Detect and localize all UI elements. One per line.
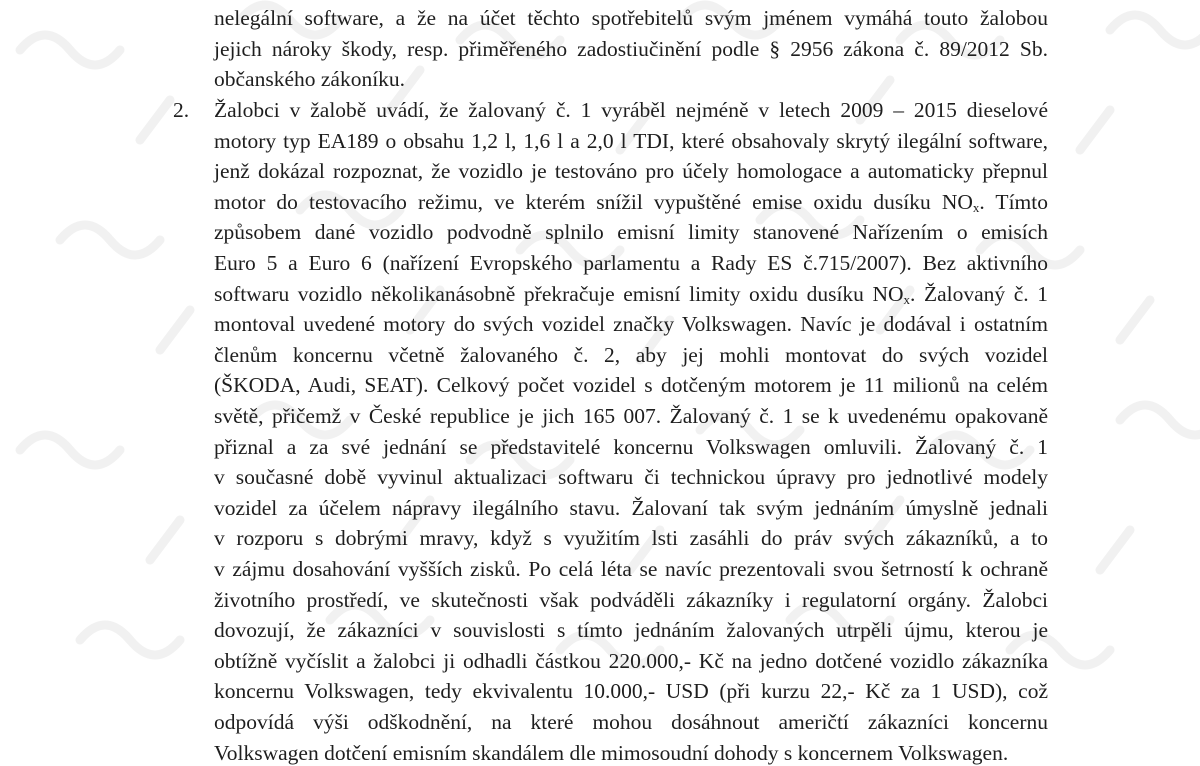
text-line: Volkswagen dotčení emisním skandálem dle mimosoudní dohody s koncernem Volkswagen. <box>214 741 1009 765</box>
text-line: odpovídá výši odškodnění, na které mohou dosáhnout američtí zákazníci koncernu <box>214 710 1048 734</box>
text-line: životního prostředí, ve skutečnosti však podváděli zákazníky i regulatorní orgány. Žalobci <box>214 588 1048 612</box>
text-line: motor do testovacího režimu, ve kterém snížil vypuštěné emise oxidu dusíku $NO_x$. Tímto <box>214 190 1048 215</box>
item-number: 2. <box>173 98 190 122</box>
text-line: softwaru vozidlo několikanásobně překračuje emisní limity oxidu dusíku $NO_x$. Žalovaný č. 1 <box>214 282 1048 307</box>
text-line: v současné době vyvinul aktualizaci softwaru či technickou úpravy pro jednotlivé modely <box>214 465 1048 489</box>
text-line: v rozporu s dobrými mravy, když s využitím lsti zasáhli do práv svých zákazníků, a to <box>214 526 1048 550</box>
text-line: Žalobci v žalobě uvádí, že žalovaný č. 1 vyráběl nejméně v letech 2009 – 2015 dieselové <box>214 98 1048 122</box>
text-line: jejich nároky škody, resp. přiměřeného zadostiučinění podle § 2956 zákona č. 89/2012 Sb. <box>214 37 1048 61</box>
text-line: světě, přičemž v České republice je jich 165 007. Žalovaný č. 1 se k uvedenému opakovaně <box>214 404 1048 428</box>
text-line: způsobem dané vozidlo podvodně splnilo emisní limity stanovené Nařízením o emisích <box>214 220 1048 244</box>
text-line: vozidel za účelem nápravy ilegálního stavu. Žalovaní tak svým jednáním úmyslně jednali <box>214 496 1048 520</box>
text-line: koncernu Volkswagen, tedy ekvivalentu 10.000,- USD (při kurzu 22,- Kč za 1 USD), což <box>214 679 1048 703</box>
text-line: dovozují, že zákazníci v souvislosti s tímto jednáním žalovaných utrpěli újmu, kterou je <box>214 618 1048 642</box>
text-line: obtížně vyčíslit a žalobci ji odhadli částkou 220.000,- Kč na jedno dotčené vozidlo zákazníka <box>214 649 1048 673</box>
text-line: (ŠKODA, Audi, SEAT). Celkový počet vozidel s dotčeným motorem je 11 milionů na celém <box>214 373 1048 397</box>
text-line: nelegální software, a že na účet těchto spotřebitelů svým jménem vymáhá touto žalobou <box>214 6 1048 30</box>
text-line: v zájmu dosahování vyšších zisků. Po celá léta se navíc prezentovali svou šetrností k ochraně <box>214 557 1048 581</box>
text-line: Euro 5 a Euro 6 (nařízení Evropského parlamentu a Rady ES č.715/2007). Bez aktivního <box>214 251 1048 275</box>
text-line: motory typ EA189 o obsahu 1,2 l, 1,6 l a 2,0 l TDI, které obsahovaly skrytý ilegální software, <box>214 129 1048 153</box>
text-line: občanského zákoníku. <box>214 67 406 91</box>
text-line: přiznal a za své jednání se představitelé koncernu Volkswagen omluvili. Žalovaný č. 1 <box>214 435 1048 459</box>
text-line: členům koncernu včetně žalovaného č. 2, aby jej mohli montovat do svých vozidel <box>214 343 1048 367</box>
text-line: jenž dokázal rozpoznat, že vozidlo je testováno pro účely homologace a automaticky přepnul <box>214 159 1048 183</box>
text-line: montoval uvedené motory do svých vozidel značky Volkswagen. Navíc je dodával i ostatním <box>214 312 1048 336</box>
